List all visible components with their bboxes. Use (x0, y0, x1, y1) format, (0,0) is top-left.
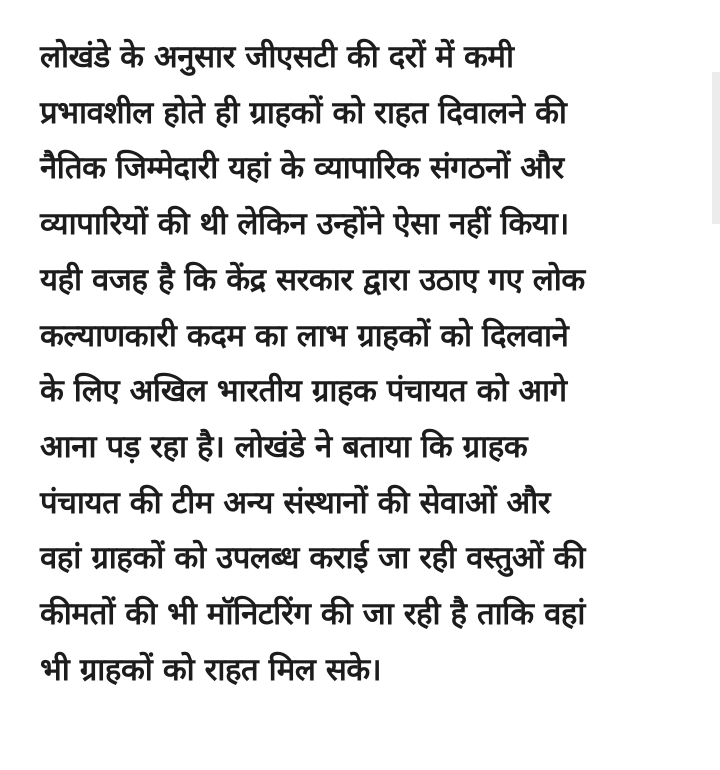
text-line: प्रभावशील होते ही ग्राहकों को राहत दिवालने की (40, 94, 567, 131)
text-line: भी ग्राहकों को राहत मिल सके। (40, 651, 382, 688)
text-line: पंचायत की टीम अन्य संस्थानों की सेवाओं और (40, 484, 551, 521)
text-line: लोखंडे के अनुसार जीएसटी की दरों में कमी (40, 39, 514, 75)
scrollbar[interactable] (712, 72, 720, 224)
text-line: व्यापारियों की थी लेकिन उन्होंने ऐसा नहीं किया। (40, 206, 569, 243)
text-line: कल्याणकारी कदम का लाभ ग्राहकों को दिलवाने (40, 317, 569, 354)
text-line: यही वजह है कि केंद्र सरकार द्वारा उठाए गए लोक (40, 261, 585, 298)
text-line: के लिए अखिल भारतीय ग्राहक पंचायत को आगे (40, 373, 567, 410)
text-line: कीमतों की भी मॉनिटरिंग की जा रही है ताकि वहां (40, 596, 586, 633)
text-line: आना पड़ रहा है। लोखंडे ने बताया कि ग्राहक (40, 428, 528, 465)
text-line: वहां ग्राहकों को उपलब्ध कराई जा रही वस्तुओं की (40, 540, 585, 577)
text-line: नैतिक जिम्मेदारी यहां के व्यापारिक संगठनों और (40, 150, 564, 187)
article-text (40, 30, 700, 698)
